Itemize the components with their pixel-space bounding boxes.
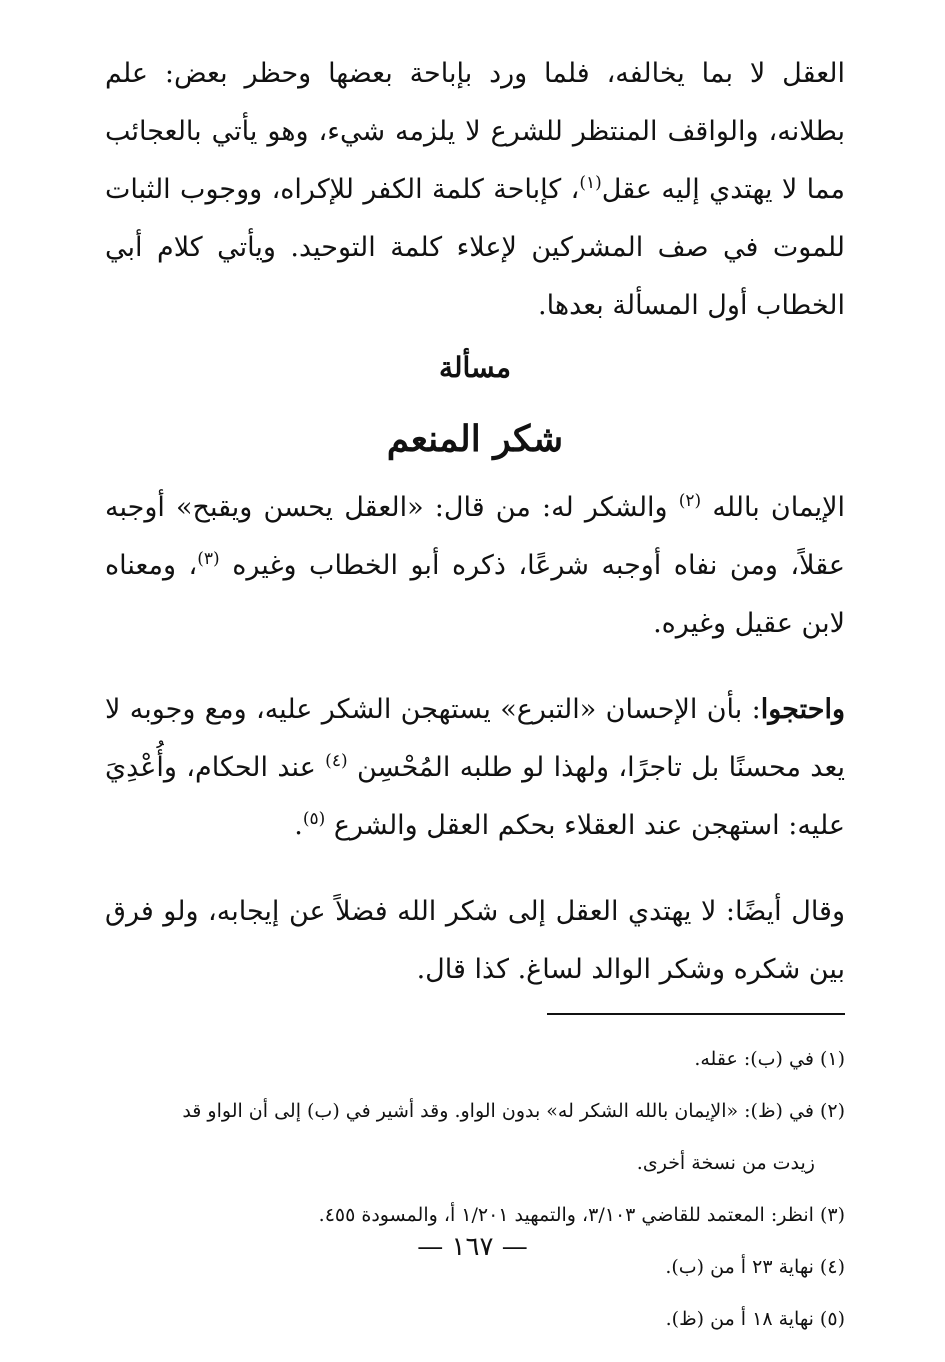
intro-text: العقل لا بما يخالفه، فلما ورد بإباحة بعضها وحظر بعض: علم بطلانه، والواقف المنتظر للشرع لا يلزمه شيء، وهو يأتي بالعجائب مما لا يهتدي إليه عقل — [105, 58, 845, 205]
intro-paragraph — [105, 45, 845, 335]
p1-text-c: ، ومعناه لابن عقيل وغيره. — [105, 550, 845, 639]
footnote-1 — [105, 1033, 845, 1085]
p1-text-a: الإيمان بالله — [712, 492, 845, 523]
footnote-marker-1[interactable]: (١) — [579, 173, 602, 193]
page-body — [105, 45, 845, 1345]
p2-text-c: . — [294, 810, 303, 841]
footnote-marker-4[interactable]: (٤) — [325, 751, 348, 771]
footnote-divider — [547, 1013, 845, 1015]
p2-lead-word: واحتجوا — [760, 694, 845, 725]
intro-text-end: ، كإباحة كلمة الكفر للإكراه، ووجوب الثبات للموت في صف المشركين لإعلاء كلمة التوحيد. ويأتي كلام أبي الخطاب أول المسألة بعدها. — [105, 174, 845, 321]
section-title: شكر المنعم — [386, 418, 564, 460]
footnote-5 — [105, 1293, 845, 1345]
paragraph-2 — [105, 681, 845, 855]
page-number: — ١٦٧ — — [417, 1232, 528, 1262]
p2-text-a: : بأن الإحسان «التبرع» يستهجن الشكر عليه، ومع وجوبه لا يعد محسنًا بل تاجرًا، ولهذا لو طلبه المُحْسِن — [105, 694, 845, 783]
footnote-3-text: (٣) انظر: المعتمد للقاضي ٣/١٠٣، والتمهيد ١/٢٠١ أ، والمسودة ٤٥٥. — [318, 1204, 845, 1226]
paragraph-1 — [105, 479, 845, 653]
footnote-4-text: (٤) نهاية ٢٣ أ من (ب). — [665, 1256, 845, 1278]
footnote-2 — [105, 1085, 845, 1189]
p2-text-b: عند الحكام، وأُعْدِيَ عليه: استهجن عند العقلاء بحكم العقل والشرع — [105, 752, 845, 841]
footnote-marker-3[interactable]: (٣) — [197, 549, 220, 569]
section-label: مسألة — [438, 351, 512, 384]
paragraph-3: وقال أيضًا: لا يهتدي العقل إلى شكر الله فضلاً عن إيجابه، ولو فرق بين شكره وشكر الوالد لساغ. كذا قال. — [105, 896, 845, 985]
p1-text-b: والشكر له: من قال: «العقل يحسن ويقبح» أوجبه عقلاً، ومن نفاه أوجبه شرعًا، ذكره أبو الخطاب وغيره — [105, 492, 845, 581]
footnote-marker-2[interactable]: (٢) — [678, 491, 702, 511]
footnote-2-text: (٢) في (ظ): «الإيمان بالله الشكر له» بدون الواو. وقد أشير في (ب) إلى أن الواو قد — [182, 1100, 845, 1122]
footnote-1-text: (١) في (ب): عقله. — [694, 1048, 845, 1070]
footnote-5-text: (٥) نهاية ١٨ أ من (ظ). — [665, 1308, 845, 1330]
footnote-2-continuation: زيدت من نسخة أخرى. — [636, 1152, 815, 1174]
footnote-marker-5[interactable]: (٥) — [302, 809, 326, 829]
footnotes — [105, 1033, 845, 1345]
